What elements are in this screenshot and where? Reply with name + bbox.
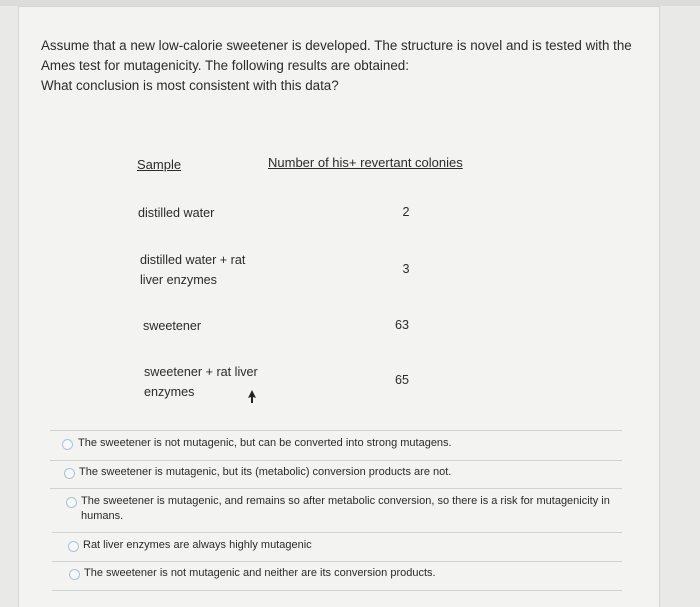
question-text [41,36,631,96]
table-cell-count: 63 [394,318,409,332]
answer-option-1[interactable] [58,436,618,456]
option-label-line: humans. [81,510,124,522]
option-divider [50,430,622,431]
table-cell-sample [138,203,214,223]
column-header-colonies: Number of his+ revertant colonies [268,155,463,170]
table-cell-count: 2 [402,205,410,219]
sample-label-line: enzymes [144,385,195,399]
option-divider [52,532,622,533]
table-cell-count: 65 [394,373,409,387]
table-cell-count: 3 [402,262,410,276]
table-cell-sample [144,362,258,402]
sample-label-line: sweetener [143,319,202,333]
table-cell-sample [140,250,245,290]
option-divider [50,460,622,461]
option-label-line: The sweetener is mutagenic, and remains so after metabolic conversion, so there is a risk for mutagenicity in [81,495,610,507]
mouse-cursor-icon [247,389,259,405]
question-line: What conclusion is most consistent with this data? [41,78,339,93]
radio-button[interactable] [69,569,80,580]
answer-option-2[interactable] [60,465,620,485]
radio-button[interactable] [64,468,75,479]
option-divider [52,561,622,562]
sample-label-line: distilled water [138,206,215,220]
option-label: Rat liver enzymes are always highly mutagenic [83,539,312,551]
sample-label-line: distilled water + rat [140,253,246,267]
option-label: The sweetener is not mutagenic, but can be converted into strong mutagens. [78,437,452,449]
option-label: The sweetener is not mutagenic and neither are its conversion products. [84,567,436,579]
answer-option-5[interactable] [65,566,625,586]
question-line: Ames test for mutagenicity. The following results are obtained: [41,58,409,73]
option-label: The sweetener is mutagenic, but its (metabolic) conversion products are not. [79,466,452,478]
column-header-sample: Sample [137,157,182,172]
answer-option-3[interactable] [62,494,622,528]
radio-button[interactable] [66,497,77,508]
question-line: Assume that a new low-calorie sweetener is developed. The structure is novel and is tested with the [41,38,632,53]
option-divider [52,590,622,591]
answer-option-4[interactable] [64,538,624,558]
radio-button[interactable] [62,439,73,450]
option-label [81,494,610,524]
sample-label-line: sweetener + rat liver [144,365,258,379]
option-divider [50,488,622,489]
sample-label-line: liver enzymes [140,273,217,287]
radio-button[interactable] [68,541,79,552]
table-cell-sample [143,316,201,336]
